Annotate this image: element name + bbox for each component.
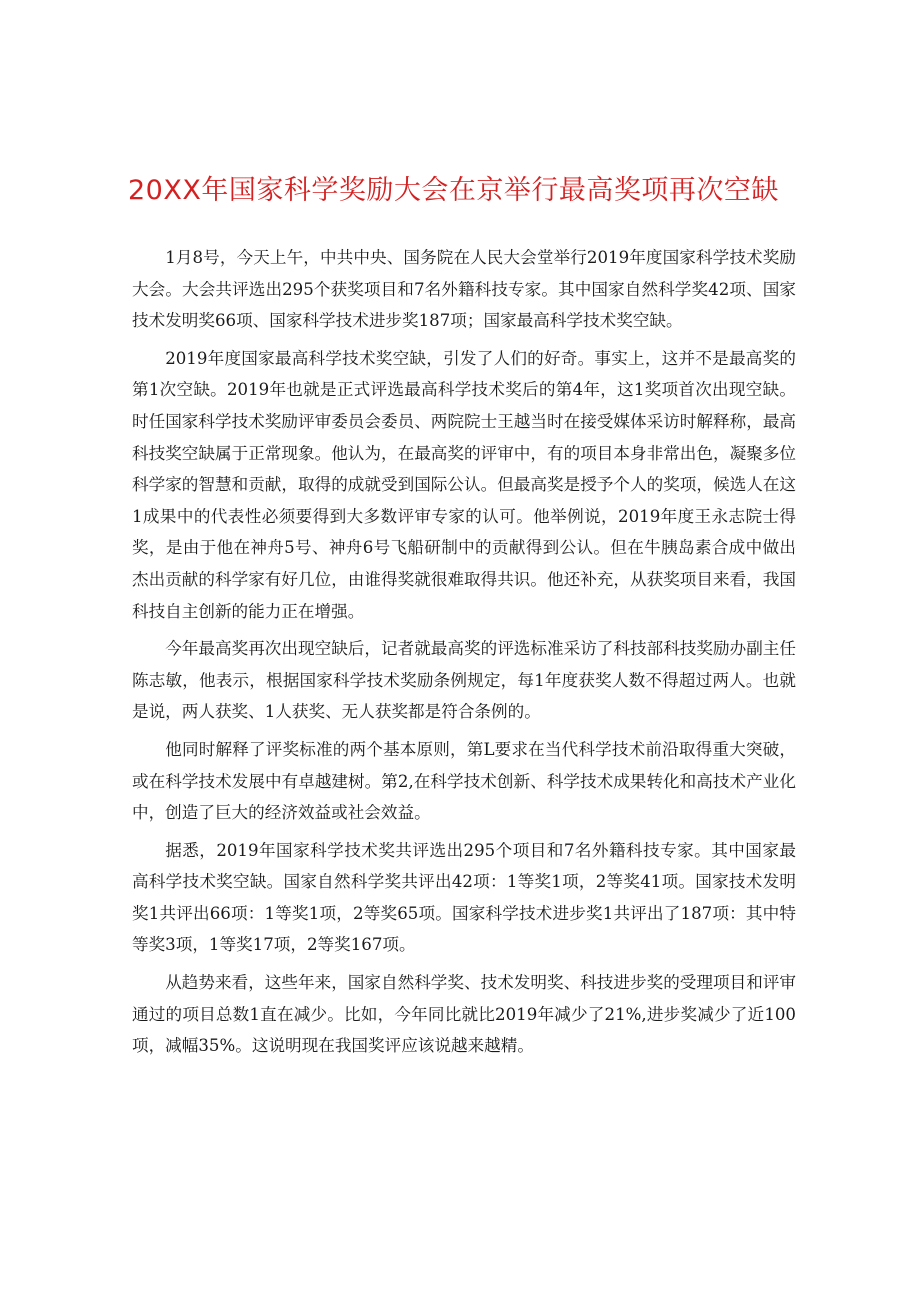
paragraph-5: 据悉，2019年国家科学技术奖共评选出295个项目和7名外籍科技专家。其中国家最高科学技术奖空缺。国家自然科学奖共评出42项：1等奖1项，2等奖41项。国家技术发明奖1共评出66项：1等奖1项，2等奖65项。国家科学技术进步奖1共评出了187项：其中特等奖3项，1等奖17项，2等奖167项。 [132, 840, 796, 955]
paragraph-3: 今年最高奖再次出现空缺后，记者就最高奖的评选标准采访了科技部科技奖励办副主任陈志敏，他表示，根据国家科学技术奖励条例规定，每1年度获奖人数不得超过两人。也就是说，两人获奖、1人获奖、无人获奖都是符合条例的。 [132, 639, 796, 722]
document-title: 20XX年国家科学奖励大会在京举行最高奖项再次空缺 [128, 175, 779, 206]
paragraph-6: 从趋势来看，这些年来，国家自然科学奖、技术发明奖、科技进步奖的受理项目和评审通过的项目总数1直在减少。比如，今年同比就比2019年减少了21%,进步奖减少了近100项，减幅35%。这说明现在我国奖评应该说越来越精。 [132, 973, 796, 1056]
paragraph-2: 2019年度国家最高科学技术奖空缺，引发了人们的好奇。事实上，这并不是最高奖的第1次空缺。2019年也就是正式评选最高科学技术奖后的第4年，这1奖项首次出现空缺。时任国家科学技术奖励评审委员会委员、两院院士王越当时在接受媒体采访时解释称，最高科技奖空缺属于正常现象。他认为，在最高奖的评审中，有的项目本身非常出色，凝聚多位科学家的智慧和贡献，取得的成就受到国际公认。但最高奖是授予个人的奖项，候选人在这1成果中的代表性必须要得到大多数评审专家的认可。他举例说，2019年度王永志院士得奖，是由于他在神舟5号、神舟6号飞船研制中的贡献得到公认。但在牛胰岛素合成中做出杰出贡献的科学家有好几位，由谁得奖就很难取得共识。他还补充，从获奖项目来看，我国科技自主创新的能力正在增强。 [132, 348, 796, 621]
document-body [132, 242, 796, 1068]
paragraph-1: 1月8号，今天上午，中共中央、国务院在人民大会堂举行2019年度国家科学技术奖励大会。大会共评选出295个获奖项目和7名外籍科技专家。其中国家自然科学奖42项、国家技术发明奖66项、国家科学技术进步奖187项；国家最高科学技术奖空缺。 [132, 248, 796, 331]
paragraph-4: 他同时解释了评奖标准的两个基本原则，第L要求在当代科学技术前沿取得重大突破，或在科学技术发展中有卓越建树。第2,在科学技术创新、科学技术成果转化和高技术产业化中，创造了巨大的经济效益或社会效益。 [132, 739, 796, 823]
